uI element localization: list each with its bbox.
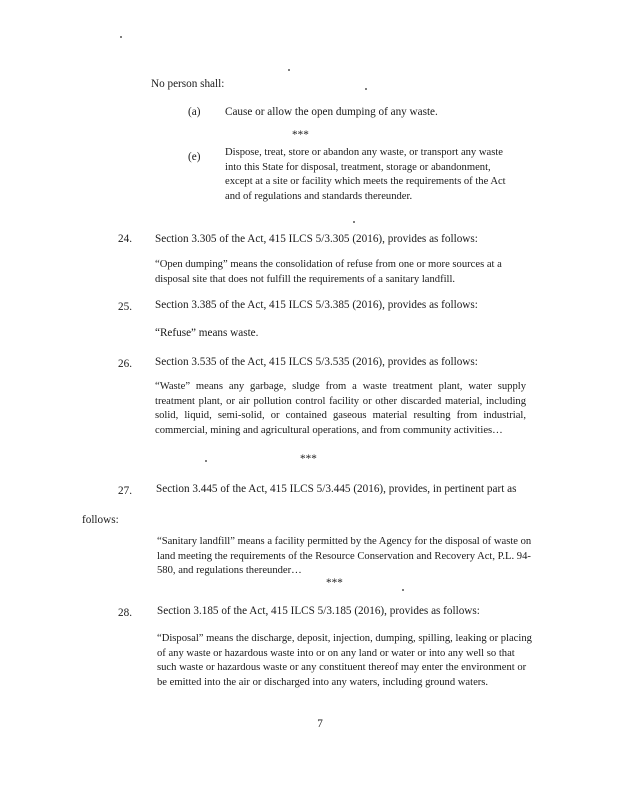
scan-speck xyxy=(365,88,367,90)
paragraph-intro: Section 3.535 of the Act, 415 ILCS 5/3.535 (2016), provides as follows: xyxy=(155,356,478,368)
scan-speck xyxy=(288,69,290,71)
sub-item-a-text: Cause or allow the open dumping of any waste. xyxy=(225,106,438,118)
sub-item-e-label: (e) xyxy=(188,151,201,163)
paragraph-intro: Section 3.445 of the Act, 415 ILCS 5/3.445 (2016), provides, in pertinent part as xyxy=(156,483,517,495)
sub-item-e-text: Dispose, treat, store or abandon any waste, or transport any waste into this State for disposal, treatment, storage or abandonment, except at a site or facility which meets the requirements of the Act and of regulations and standards thereunder. xyxy=(225,147,506,202)
paragraph-number: 28. xyxy=(118,607,132,619)
ellipsis-marker: *** xyxy=(326,577,343,589)
scan-speck xyxy=(402,589,404,591)
ellipsis-marker: *** xyxy=(300,453,317,465)
paragraph-number: 27. xyxy=(118,485,132,497)
paragraph-intro: Section 3.385 of the Act, 415 ILCS 5/3.385 (2016), provides as follows: xyxy=(155,299,478,311)
paragraph-intro: Section 3.185 of the Act, 415 ILCS 5/3.185 (2016), provides as follows: xyxy=(157,605,480,617)
paragraph-intro: Section 3.305 of the Act, 415 ILCS 5/3.305 (2016), provides as follows: xyxy=(155,233,478,245)
lead-text: No person shall: xyxy=(151,78,225,90)
block-quote: “Refuse” means waste. xyxy=(155,327,259,339)
scan-speck xyxy=(120,36,122,38)
sub-item-a-label: (a) xyxy=(188,106,201,118)
ellipsis-marker: *** xyxy=(292,129,309,141)
scan-speck xyxy=(353,221,355,223)
paragraph-number: 24. xyxy=(118,233,132,245)
block-quote: “Waste” means any garbage, sludge from a waste treatment plant, water supply treatment plant, or air pollution control facility or other discarded material, including solid, liquid, semi-solid, or contained gaseous material resulting from industrial, commercial, mining and agricultural operations, and from community activities… xyxy=(155,381,526,436)
paragraph-number: 25. xyxy=(118,301,132,313)
paragraph-number: 26. xyxy=(118,358,132,370)
paragraph-intro-continued: follows: xyxy=(82,514,119,526)
scan-speck xyxy=(205,460,207,462)
block-quote: “Open dumping” means the consolidation of refuse from one or more sources at a disposal site that does not fulfill the requirements of a sanitary landfill. xyxy=(155,259,502,285)
page-number: 7 xyxy=(317,718,323,730)
block-quote: “Sanitary landfill” means a facility permitted by the Agency for the disposal of waste on land meeting the requirements of the Resource Conservation and Recovery Act, P.L. 94-580, and regulations thereunder… xyxy=(157,536,532,577)
block-quote: “Disposal” means the discharge, deposit, injection, dumping, spilling, leaking or placing of any waste or hazardous waste into or on any land or water or into any well so that such waste or hazardous waste or any constituent thereof may enter the environment or be emitted into the air or discharged into any waters, including ground waters. xyxy=(157,633,532,688)
